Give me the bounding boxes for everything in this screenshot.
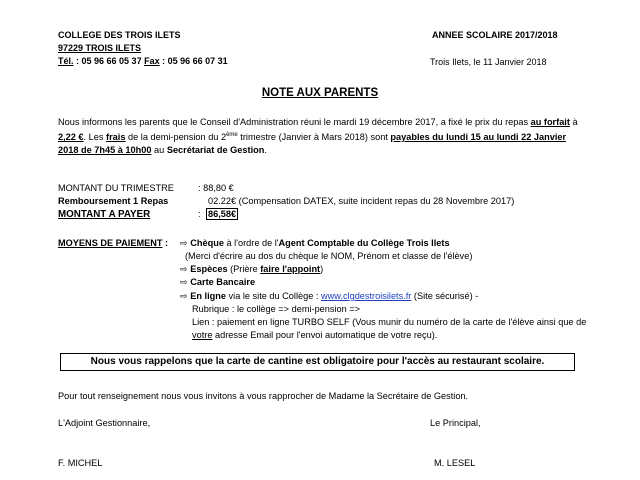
arrow-right-icon: ⇨ [180,238,188,248]
school-year: ANNEE SCOLAIRE 2017/2018 [432,30,558,40]
intro-paragraph [58,116,578,157]
intro-text-2: à [569,117,578,127]
remboursement-label: Remboursement 1 Repas [58,196,169,206]
trimestre-value: : 88,80 € [198,183,234,193]
payment-cheque [180,238,450,249]
school-contact [58,56,228,66]
signature-right-title: Le Principal, [430,418,481,428]
signature-left-name: F. MICHEL [58,458,103,468]
intro-text-3: . Les [83,132,107,143]
intro-sup: ème [226,132,238,138]
montant-a-payer-label: MONTANT A PAYER [58,209,151,220]
arrow-right-icon: ⇨ [180,277,188,287]
intro-forfait: au forfait [530,117,570,127]
signature-right-name: M. LESEL [434,458,476,468]
ligne-lien-1: Lien : paiement en ligne TURBO SELF (Vous munir du numéro de la carte de l'élève ainsi que de [192,317,587,327]
intro-text-5: trimestre (Janvier à Mars 2018) sont [237,132,391,143]
intro-dates: payables du lundi 15 au lundi 22 Janvier 2018 de 7h45 à 10h00 [58,132,567,156]
ligne-text: via le site du Collège : [226,291,321,301]
payment-en-ligne [180,291,478,302]
payment-carte [180,277,255,288]
remboursement-value: 02.22€ (Compensation DATEX, suite incident repas du 28 Novembre 2017) [208,196,515,206]
payment-label: MOYENS DE PAIEMENT [58,238,163,248]
intro-text-7: . [264,145,267,156]
intro-text-4: de la demi-pension du 2 [125,132,227,143]
montant-a-payer-colon: : [198,209,201,219]
ligne-title: En ligne [190,291,226,301]
arrow-right-icon: ⇨ [180,264,188,274]
payment-heading [58,238,168,248]
ligne-lien-2 [192,330,437,340]
college-website-link[interactable]: www.clgdestroisilets.fr [321,291,412,301]
page-title: NOTE AUX PARENTS [261,87,379,99]
fax-value: : 05 96 66 07 31 [159,56,228,66]
carte-title: Carte Bancaire [190,277,256,287]
school-name: COLLEGE DES TROIS ILETS [58,30,181,40]
tel-label: Tél. [58,56,74,66]
contact-text: Pour tout renseignement nous vous invitons à vous rapprocher de Madame la Secrétaire de Gestion. [58,391,469,401]
payment-colon: : [162,238,169,248]
ligne-rubrique: Rubrique : le collège => demi-pension => [192,304,361,314]
especes-appoint: faire l'appoint [260,264,321,274]
signature-left-title: L'Adjoint Gestionnaire, [58,418,151,428]
cheque-title: Chèque [190,238,224,248]
especes-title: Espèces [190,264,228,274]
especes-text: (Prière [227,264,261,274]
cheque-agent: Agent Comptable du Collège Trois Ilets [278,238,450,248]
cheque-text: à l'ordre de l' [223,238,279,248]
intro-price: 2,22 € [58,132,84,143]
tel-value: : 05 96 66 05 37 [73,56,145,66]
intro-secretariat: Secrétariat de Gestion [166,145,265,156]
arrow-right-icon: ⇨ [180,291,188,301]
intro-frais: frais [106,132,126,143]
trimestre-label: MONTANT DU TRIMESTRE [58,183,174,193]
fax-label: Fax [144,56,160,66]
ligne-end: (Site sécurisé) - [411,291,479,301]
intro-text-6: au [151,145,167,156]
cheque-note: (Merci d'écrire au dos du chèque le NOM, Prénom et classe de l'élève) [185,251,473,261]
lien-votre: votre [192,330,213,340]
cantine-notice: Nous vous rappelons que la carte de cantine est obligatoire pour l'accès au restaurant scolaire. [60,353,575,371]
montant-a-payer-value: 86,58€ [208,209,237,219]
intro-text-1: Nous informons les parents que le Conseil d'Administration réuni le mardi 19 décembre 2017, a fixé le prix du repas [58,117,531,127]
school-address: 97229 TROIS ILETS [58,43,142,53]
especes-end: ) [320,264,324,274]
payment-especes [180,264,323,275]
place-date: Trois Ilets, le 11 Janvier 2018 [430,57,547,67]
lien-rest: adresse Email pour l'envoi automatique de votre reçu). [212,330,438,340]
